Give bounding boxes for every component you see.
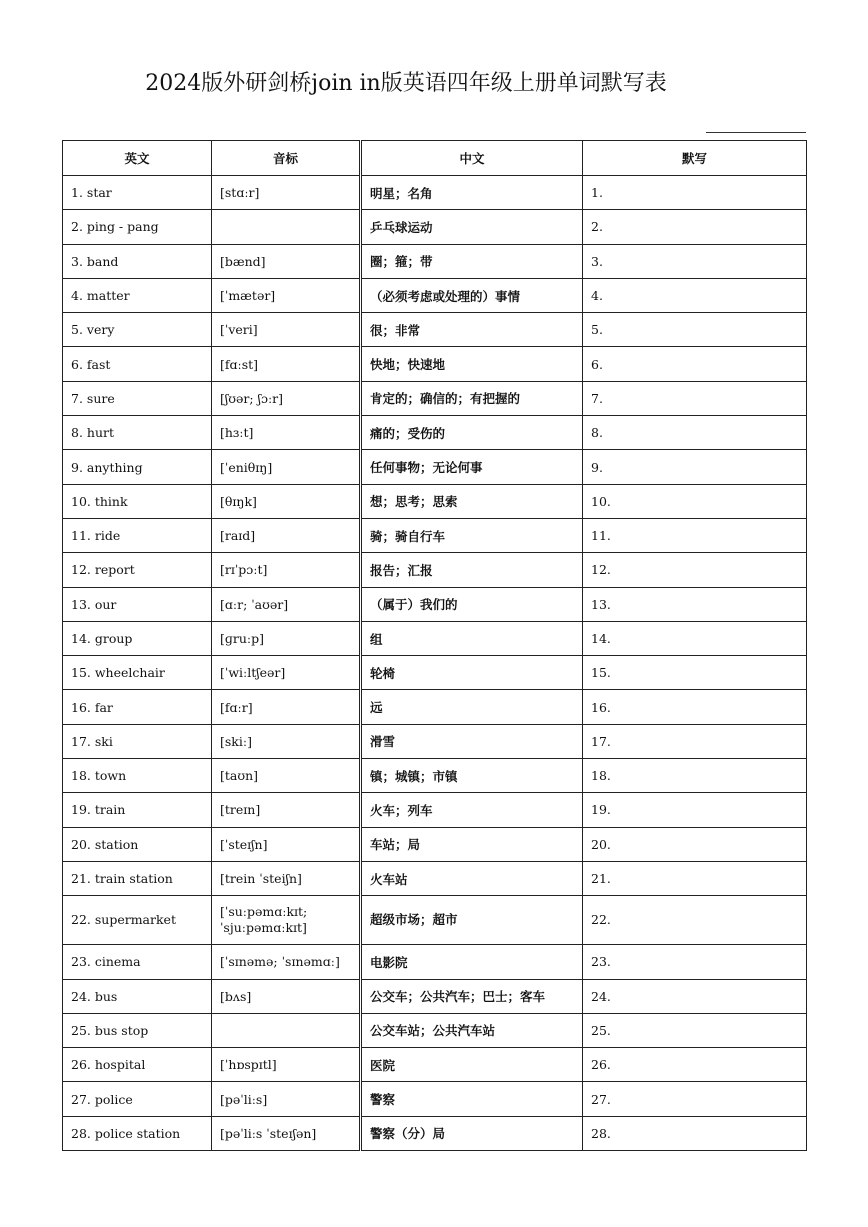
dictation-cell[interactable]: 15. [583,656,807,690]
chinese-meaning-cell: 火车；列车 [361,793,583,827]
english-word-cell: 15. wheelchair [63,656,212,690]
dictation-cell[interactable]: 25. [583,1013,807,1047]
dictation-cell[interactable]: 11. [583,518,807,552]
table-row [63,347,807,381]
chinese-meaning-cell: 很；非常 [361,313,583,347]
phonetic-cell: [ˈveri] [212,313,361,347]
english-word-cell: 26. hospital [63,1048,212,1082]
phonetic-cell: [bʌs] [212,979,361,1013]
chinese-meaning-cell: 远 [361,690,583,724]
phonetic-cell: [raɪd] [212,518,361,552]
english-word-cell: 6. fast [63,347,212,381]
english-word-cell: 9. anything [63,450,212,484]
table-row [63,450,807,484]
dictation-cell[interactable]: 5. [583,313,807,347]
dictation-cell[interactable]: 20. [583,827,807,861]
phonetic-cell: [treɪn] [212,793,361,827]
phonetic-cell [212,210,361,244]
dictation-cell[interactable]: 7. [583,381,807,415]
table-row [63,244,807,278]
table-row [63,1116,807,1150]
table-row [63,896,807,945]
table-row [63,313,807,347]
dictation-cell[interactable]: 21. [583,861,807,895]
vocabulary-table [62,140,807,1151]
english-word-cell: 24. bus [63,979,212,1013]
phonetic-cell: [θɪŋk] [212,484,361,518]
table-row [63,724,807,758]
english-word-cell: 19. train [63,793,212,827]
dictation-cell[interactable]: 18. [583,759,807,793]
chinese-meaning-cell: 电影院 [361,945,583,979]
table-row [63,793,807,827]
phonetic-cell: [fɑːr] [212,690,361,724]
english-word-cell: 4. matter [63,278,212,312]
chinese-meaning-cell: 公交车；公共汽车；巴士；客车 [361,979,583,1013]
phonetic-cell: [hɜːt] [212,416,361,450]
chinese-meaning-cell: 超级市场；超市 [361,896,583,945]
table-row [63,979,807,1013]
table-row [63,278,807,312]
dictation-cell[interactable]: 27. [583,1082,807,1116]
table-row [63,945,807,979]
english-word-cell: 21. train station [63,861,212,895]
phonetic-cell: [ˈeniθɪŋ] [212,450,361,484]
dictation-cell[interactable]: 8. [583,416,807,450]
table-row [63,759,807,793]
english-word-cell: 13. our [63,587,212,621]
english-word-cell: 7. sure [63,381,212,415]
phonetic-cell: [trein ˈsteiʃn] [212,861,361,895]
dictation-cell[interactable]: 2. [583,210,807,244]
phonetic-cell: [fɑːst] [212,347,361,381]
english-word-cell: 8. hurt [63,416,212,450]
chinese-meaning-cell: 警察（分）局 [361,1116,583,1150]
page-title: 2024版外研剑桥join in版英语四年级上册单词默写表 [145,71,667,96]
dictation-cell[interactable]: 9. [583,450,807,484]
dictation-cell[interactable]: 12. [583,553,807,587]
phonetic-cell: [ɑːr; ˈaʊər] [212,587,361,621]
table-row [63,210,807,244]
table-row [63,1082,807,1116]
english-word-cell: 14. group [63,621,212,655]
table-row [63,484,807,518]
english-word-cell: 2. ping - pang [63,210,212,244]
phonetic-cell: [pəˈliːs] [212,1082,361,1116]
chinese-meaning-cell: （属于）我们的 [361,587,583,621]
english-word-cell: 25. bus stop [63,1013,212,1047]
dictation-cell[interactable]: 3. [583,244,807,278]
table-row [63,1013,807,1047]
header-phonetic: 音标 [212,141,361,176]
phonetic-cell: [ˈsuːpəmɑːkɪt; ˈsjuːpəmɑːkɪt] [212,896,361,945]
dictation-cell[interactable]: 22. [583,896,807,945]
dictation-cell[interactable]: 1. [583,176,807,210]
chinese-meaning-cell: 肯定的；确信的；有把握的 [361,381,583,415]
dictation-cell[interactable]: 17. [583,724,807,758]
english-word-cell: 20. station [63,827,212,861]
english-word-cell: 28. police station [63,1116,212,1150]
table-header-row [63,141,807,176]
dictation-cell[interactable]: 14. [583,621,807,655]
english-word-cell: 11. ride [63,518,212,552]
table-row [63,690,807,724]
table-row [63,587,807,621]
dictation-cell[interactable]: 19. [583,793,807,827]
phonetic-cell: [ˈsteɪʃn] [212,827,361,861]
chinese-meaning-cell: 明星；名角 [361,176,583,210]
phonetic-cell: [ˈsɪnəmə; ˈsɪnəmɑː] [212,945,361,979]
chinese-meaning-cell: 痛的；受伤的 [361,416,583,450]
dictation-cell[interactable]: 16. [583,690,807,724]
dictation-cell[interactable]: 10. [583,484,807,518]
phonetic-cell: [rɪˈpɔːt] [212,553,361,587]
dictation-cell[interactable]: 26. [583,1048,807,1082]
phonetic-cell [212,1013,361,1047]
chinese-meaning-cell: 滑雪 [361,724,583,758]
table-row [63,553,807,587]
chinese-meaning-cell: 乒乓球运动 [361,210,583,244]
table-row [63,656,807,690]
chinese-meaning-cell: 医院 [361,1048,583,1082]
chinese-meaning-cell: 公交车站；公共汽车站 [361,1013,583,1047]
english-word-cell: 27. police [63,1082,212,1116]
dictation-cell[interactable]: 6. [583,347,807,381]
phonetic-cell: [stɑːr] [212,176,361,210]
chinese-meaning-cell: 报告；汇报 [361,553,583,587]
chinese-meaning-cell: 车站；局 [361,827,583,861]
chinese-meaning-cell: 火车站 [361,861,583,895]
header-chinese: 中文 [361,141,583,176]
chinese-meaning-cell: 组 [361,621,583,655]
english-word-cell: 18. town [63,759,212,793]
chinese-meaning-cell: 任何事物；无论何事 [361,450,583,484]
phonetic-cell: [pəˈliːs ˈsteɪʃən] [212,1116,361,1150]
english-word-cell: 1. star [63,176,212,210]
header-dictation: 默写 [583,141,807,176]
table-row [63,416,807,450]
name-underline [706,132,806,133]
english-word-cell: 5. very [63,313,212,347]
english-word-cell: 3. band [63,244,212,278]
phonetic-cell: [taʊn] [212,759,361,793]
table-row [63,381,807,415]
table-row [63,518,807,552]
phonetic-cell: [bænd] [212,244,361,278]
chinese-meaning-cell: 镇；城镇；市镇 [361,759,583,793]
chinese-meaning-cell: 骑；骑自行车 [361,518,583,552]
table-row [63,176,807,210]
phonetic-cell: [ʃʊər; ʃɔːr] [212,381,361,415]
phonetic-cell: [ˈwiːltʃeər] [212,656,361,690]
english-word-cell: 23. cinema [63,945,212,979]
chinese-meaning-cell: （必须考虑或处理的）事情 [361,278,583,312]
phonetic-cell: [skiː] [212,724,361,758]
table-row [63,1048,807,1082]
table-row [63,827,807,861]
english-word-cell: 22. supermarket [63,896,212,945]
english-word-cell: 16. far [63,690,212,724]
phonetic-cell: [ɡruːp] [212,621,361,655]
english-word-cell: 10. think [63,484,212,518]
dictation-cell[interactable]: 28. [583,1116,807,1150]
chinese-meaning-cell: 警察 [361,1082,583,1116]
english-word-cell: 12. report [63,553,212,587]
english-word-cell: 17. ski [63,724,212,758]
dictation-cell[interactable]: 23. [583,945,807,979]
table-row [63,621,807,655]
dictation-cell[interactable]: 13. [583,587,807,621]
header-english: 英文 [63,141,212,176]
chinese-meaning-cell: 想；思考；思索 [361,484,583,518]
dictation-cell[interactable]: 4. [583,278,807,312]
phonetic-cell: [ˈhɒspɪtl] [212,1048,361,1082]
phonetic-cell: [ˈmætər] [212,278,361,312]
chinese-meaning-cell: 轮椅 [361,656,583,690]
chinese-meaning-cell: 快地；快速地 [361,347,583,381]
dictation-cell[interactable]: 24. [583,979,807,1013]
table-row [63,861,807,895]
chinese-meaning-cell: 圈；箍；带 [361,244,583,278]
